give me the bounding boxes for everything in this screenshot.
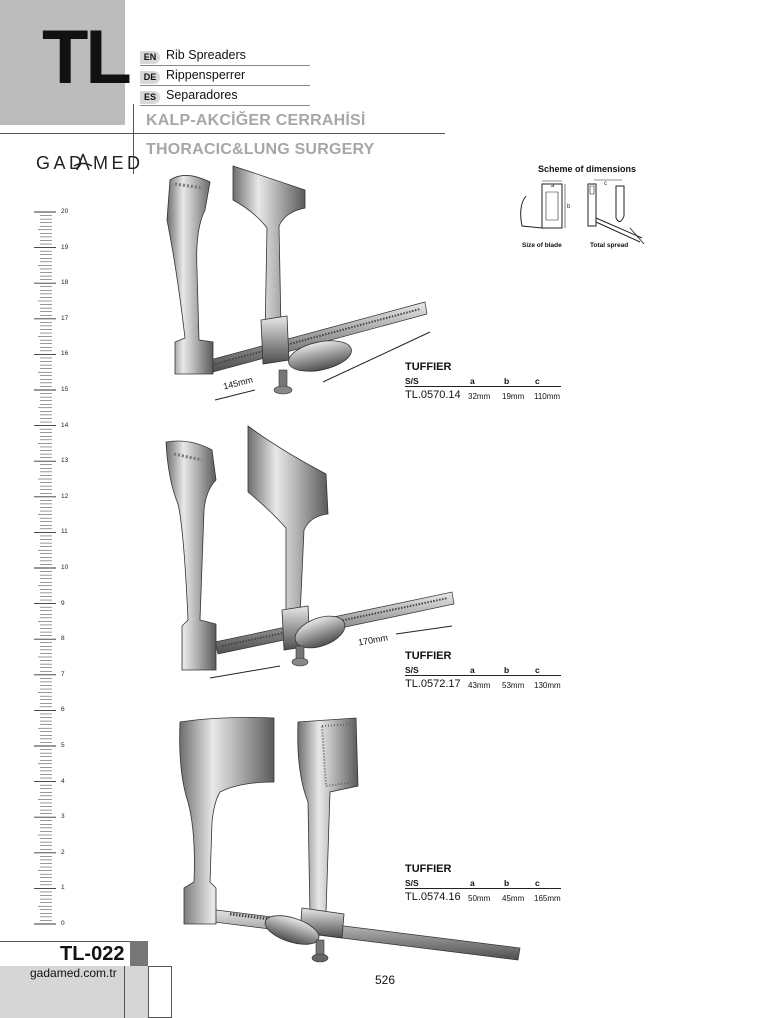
dimension-label-1: 145mm xyxy=(222,374,254,392)
spec-col-a-1: a xyxy=(470,376,475,386)
spec-a-value-1: 32mm xyxy=(468,392,491,401)
ruler-label: 18 xyxy=(61,279,69,287)
language-badge: DE xyxy=(140,71,160,84)
blade-scheme-figure xyxy=(521,181,565,228)
spec-col-b-3: b xyxy=(504,878,510,888)
language-badge: ES xyxy=(140,91,160,104)
language-row-en xyxy=(140,47,310,66)
ruler-label: 19 xyxy=(61,243,69,251)
product-code-1: TL.0570.14 xyxy=(405,389,461,401)
svg-text:GAD: GAD xyxy=(36,153,86,173)
product-name-1: TUFFIER xyxy=(405,361,452,373)
spec-b-value-2: 53mm xyxy=(502,681,525,690)
language-label: Rippensperrer xyxy=(166,68,246,82)
scheme-spread-label: Total spread xyxy=(590,242,629,249)
ruler-label: 16 xyxy=(61,350,69,358)
spec-a-value-3: 50mm xyxy=(468,894,491,903)
svg-text:MED: MED xyxy=(93,153,144,173)
page-number: 526 xyxy=(375,973,396,987)
product-code-2: TL.0572.17 xyxy=(405,678,461,690)
footer-white-block xyxy=(148,966,172,1018)
language-badge: EN xyxy=(140,51,160,64)
ruler-label: 13 xyxy=(61,457,69,465)
spec-material-1: S/S xyxy=(405,376,419,386)
scheme-title: Scheme of dimensions xyxy=(538,164,637,174)
section-title-en: THORACIC&LUNG SURGERY xyxy=(146,141,375,158)
spec-divider-3 xyxy=(405,888,561,889)
header-divider xyxy=(0,133,445,134)
ruler-label: 20 xyxy=(61,208,69,215)
language-row-de xyxy=(140,67,310,86)
product-code-3: TL.0574.16 xyxy=(405,891,461,903)
ruler-label: 6 xyxy=(61,706,65,714)
spec-material-3: S/S xyxy=(405,878,419,888)
product-name-2: TUFFIER xyxy=(405,650,452,662)
spec-c-value-3: 165mm xyxy=(534,894,561,903)
brand-logo xyxy=(36,150,144,174)
language-row-es xyxy=(140,87,310,106)
ruler-label: 14 xyxy=(61,421,69,429)
spec-divider-1 xyxy=(405,386,561,387)
measurement-ruler xyxy=(34,205,74,930)
product-image-tl-0570-14 xyxy=(155,160,445,410)
spec-col-c-1: c xyxy=(535,376,540,386)
ruler-label: 15 xyxy=(61,386,69,393)
ruler-label: 11 xyxy=(61,528,68,536)
ruler-label: 3 xyxy=(61,813,65,821)
spec-col-a-3: a xyxy=(470,878,475,888)
spec-c-value-1: 110mm xyxy=(534,392,561,401)
spec-col-a-2: a xyxy=(470,665,475,675)
ruler-label: 10 xyxy=(61,564,69,571)
spec-b-value-1: 19mm xyxy=(502,392,525,401)
catalog-code: TL-022 xyxy=(60,943,125,965)
spec-c-value-2: 130mm xyxy=(534,681,561,690)
scheme-blade-label: Size of blade xyxy=(522,242,562,249)
scheme-mark-b: b xyxy=(567,204,571,210)
spec-col-c-3: c xyxy=(535,878,540,888)
spec-divider-2 xyxy=(405,675,561,676)
language-label: Separadores xyxy=(166,88,238,102)
spec-col-c-2: c xyxy=(535,665,540,675)
spec-material-2: S/S xyxy=(405,665,419,675)
ruler-label: 9 xyxy=(61,599,65,607)
ruler-label: 1 xyxy=(61,884,65,892)
ruler-label: 5 xyxy=(61,742,65,749)
spec-col-b-1: b xyxy=(504,376,510,386)
product-image-tl-0574-16 xyxy=(170,712,530,972)
product-name-3: TUFFIER xyxy=(405,863,452,875)
ruler-label: 7 xyxy=(61,670,65,678)
ruler-label: 0 xyxy=(61,920,65,927)
scheme-mark-c: c xyxy=(604,181,607,187)
spec-a-value-2: 43mm xyxy=(468,681,491,690)
ruler-label: 4 xyxy=(61,777,65,785)
ruler-label: 2 xyxy=(61,848,65,856)
language-label: Rib Spreaders xyxy=(166,48,246,62)
footer-divider xyxy=(124,966,125,1018)
scheme-diagram xyxy=(512,176,652,246)
scheme-mark-a: a xyxy=(551,183,555,189)
ruler-label: 12 xyxy=(61,492,69,500)
spec-b-value-3: 45mm xyxy=(502,894,525,903)
section-code: TL xyxy=(42,15,129,100)
ruler-label: 17 xyxy=(61,314,69,322)
website-label: gadamed.com.tr xyxy=(30,966,117,980)
spread-scheme-figure xyxy=(588,180,644,244)
footer-dark-block xyxy=(130,941,148,966)
spec-col-b-2: b xyxy=(504,665,510,675)
dimension-label-2: 170mm xyxy=(357,632,389,648)
footer-top-rule xyxy=(0,941,130,942)
ruler-label: 8 xyxy=(61,635,65,643)
section-title-tr: KALP-AKCİĞER CERRAHİSİ xyxy=(146,112,366,129)
